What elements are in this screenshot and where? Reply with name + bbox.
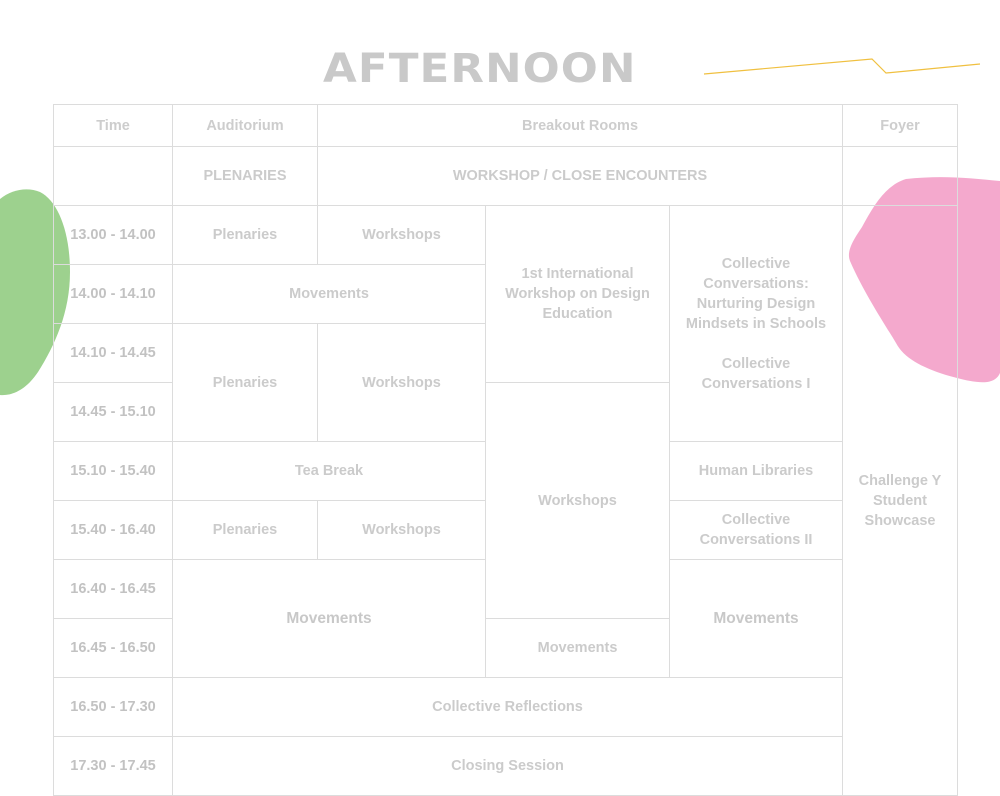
time-slot: 16.45 - 16.50 [54,619,173,678]
time-slot: 15.40 - 16.40 [54,501,173,560]
session-cell: Plenaries [173,206,318,265]
session-cell: Workshops [318,206,486,265]
table-row [54,206,958,265]
header-row [54,105,958,147]
collective-conversations-title: Collective Conversations: Nurturing Design Mindsets in Schools [685,255,827,332]
subheader-empty [54,147,173,206]
accent-line-decoration [700,54,990,80]
session-cell: Movements [173,265,486,324]
session-cell-collective [670,206,843,442]
time-slot: 16.50 - 17.30 [54,678,173,737]
session-cell: Closing Session [173,737,843,796]
table-row [54,678,958,737]
session-cell: Workshops [318,324,486,442]
subheader-workshop: WORKSHOP / CLOSE ENCOUNTERS [318,147,843,206]
time-slot: 17.30 - 17.45 [54,737,173,796]
page-title: AFTERNOON [323,46,637,92]
subheader-plenaries: PLENARIES [173,147,318,206]
session-cell: Movements [670,560,843,678]
foyer-cell: Challenge Y Student Showcase [843,206,958,796]
session-cell: Movements [173,560,486,678]
header-time: Time [54,105,173,147]
session-cell: Human Libraries [670,442,843,501]
header-breakout-rooms: Breakout Rooms [318,105,843,147]
session-cell: Collective Conversations II [670,501,843,560]
time-slot: 16.40 - 16.45 [54,560,173,619]
session-cell: Workshops [486,383,670,619]
subheader-foyer-empty [843,147,958,206]
time-slot: 14.45 - 15.10 [54,383,173,442]
schedule-table [53,104,958,796]
session-cell: Collective Reflections [173,678,843,737]
subheader-row [54,147,958,206]
session-cell: 1st International Workshop on Design Education [486,206,670,383]
time-slot: 14.10 - 14.45 [54,324,173,383]
time-slot: 14.00 - 14.10 [54,265,173,324]
collective-conversations-i: Collective Conversations I [701,355,811,392]
session-cell: Tea Break [173,442,486,501]
table-row [54,737,958,796]
session-cell: Plenaries [173,324,318,442]
session-cell: Plenaries [173,501,318,560]
session-cell: Movements [486,619,670,678]
time-slot: 13.00 - 14.00 [54,206,173,265]
header-foyer: Foyer [843,105,958,147]
session-cell: Workshops [318,501,486,560]
time-slot: 15.10 - 15.40 [54,442,173,501]
header-auditorium: Auditorium [173,105,318,147]
